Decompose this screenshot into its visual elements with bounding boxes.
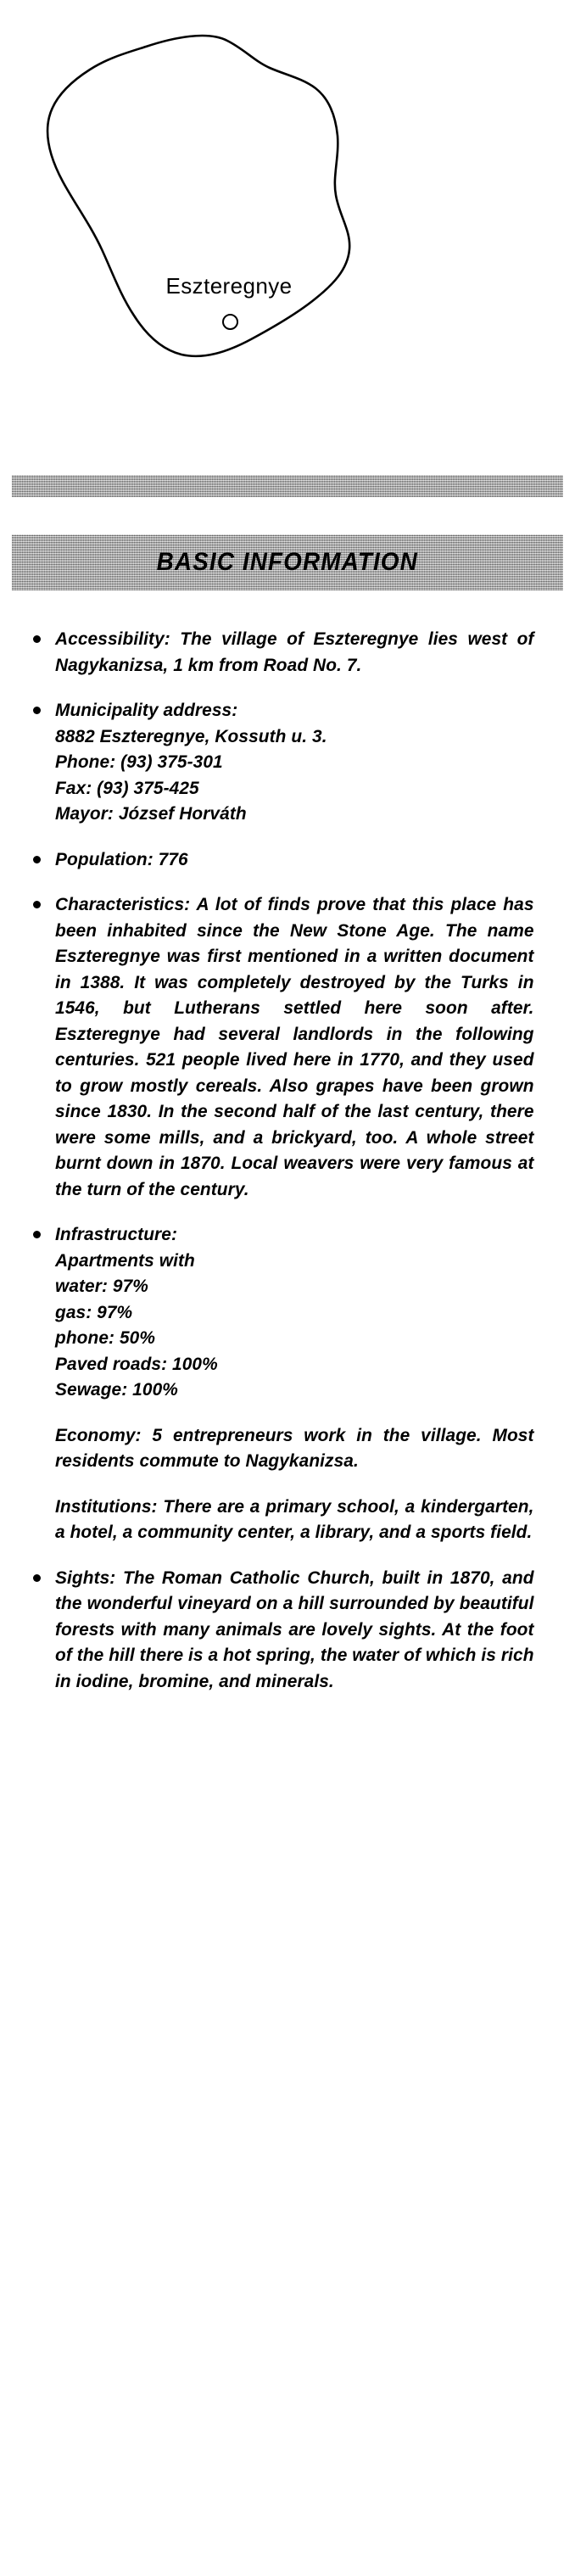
accessibility-text: Accessibility: The village of Eszteregnye lies west of Nagykanizsa, 1 km from Road No. 7.	[55, 629, 534, 675]
section-heading-band	[12, 534, 563, 590]
apartments-label: Apartments with	[55, 1249, 195, 1271]
municipality-address-block	[55, 697, 534, 827]
phone-line: Phone: (93) 375-301	[55, 752, 223, 772]
basic-information-list	[26, 626, 549, 1747]
spacer	[0, 590, 575, 626]
spacer	[0, 497, 575, 534]
bullet-icon	[26, 891, 55, 908]
map-settlement-marker-icon	[222, 314, 238, 330]
list-item	[26, 1221, 549, 1403]
map-place-label: Eszteregnye	[165, 273, 293, 299]
list-item	[26, 891, 549, 1202]
bullet-icon	[26, 1422, 55, 1439]
list-item	[26, 626, 549, 678]
list-item	[26, 847, 549, 873]
map-figure	[0, 0, 575, 475]
population-text: Population: 776	[55, 848, 188, 869]
mayor-line: Mayor: József Horváth	[55, 803, 247, 824]
infrastructure-block	[55, 1221, 534, 1403]
bullet-icon	[26, 847, 55, 863]
characteristics-text: Characteristics: A lot of finds prove that this place has been inhabited since the New Stone Age. The name Eszteregnye was first mentioned in a written document in 1388. It was completely destroyed by the Turks in 1546, but Lutherans settled here soon after. Eszteregnye had several landlords in the following centuries. 521 people lived here in 1770, and they used to grow mostly cereals. Also grapes have been grown since 1830. In the second half of the last century, there were some mills, and a brickyard, too. A whole street burnt down in 1870. Local weavers were very famous at the turn of the century.	[55, 894, 534, 1199]
phone-coverage-line: phone: 50%	[55, 1327, 156, 1348]
sewage-line: Sewage: 100%	[55, 1379, 178, 1400]
bullet-icon	[26, 697, 55, 714]
water-line: water: 97%	[55, 1276, 148, 1296]
address-line: 8882 Eszteregnye, Kossuth u. 3.	[55, 725, 327, 746]
bullet-icon	[26, 1494, 55, 1511]
list-item	[26, 697, 549, 827]
economy-text: Economy: 5 entrepreneurs work in the village. Most residents commute to Nagykanizsa.	[55, 1424, 534, 1471]
address-line: Municipality address:	[55, 700, 238, 720]
section-divider-top	[12, 475, 563, 497]
list-item	[26, 1422, 549, 1474]
bullet-icon	[26, 1565, 55, 1582]
spacer	[0, 1747, 575, 1773]
list-item	[26, 1494, 549, 1545]
page-title: BASIC INFORMATION	[156, 548, 419, 576]
infrastructure-label: Infrastructure:	[55, 1224, 177, 1244]
list-item	[26, 1565, 549, 1695]
institutions-text: Institutions: There are a primary school, a kindergarten, a hotel, a community center, a library, and a sports field.	[55, 1495, 534, 1542]
fax-line: Fax: (93) 375-425	[55, 777, 199, 798]
bullet-icon	[26, 1221, 55, 1238]
sights-text: Sights: The Roman Catholic Church, built in 1870, and the wonderful vineyard on a hill surrounded by beautiful forests with many animals are lovely sights. At the foot of the hill there is a hot spring, the water of which is rich in iodine, bromine, and minerals.	[55, 1567, 534, 1691]
gas-line: gas: 97%	[55, 1301, 133, 1322]
village-boundary-map	[0, 0, 575, 475]
paved-roads-line: Paved roads: 100%	[55, 1353, 218, 1374]
bullet-icon	[26, 626, 55, 643]
